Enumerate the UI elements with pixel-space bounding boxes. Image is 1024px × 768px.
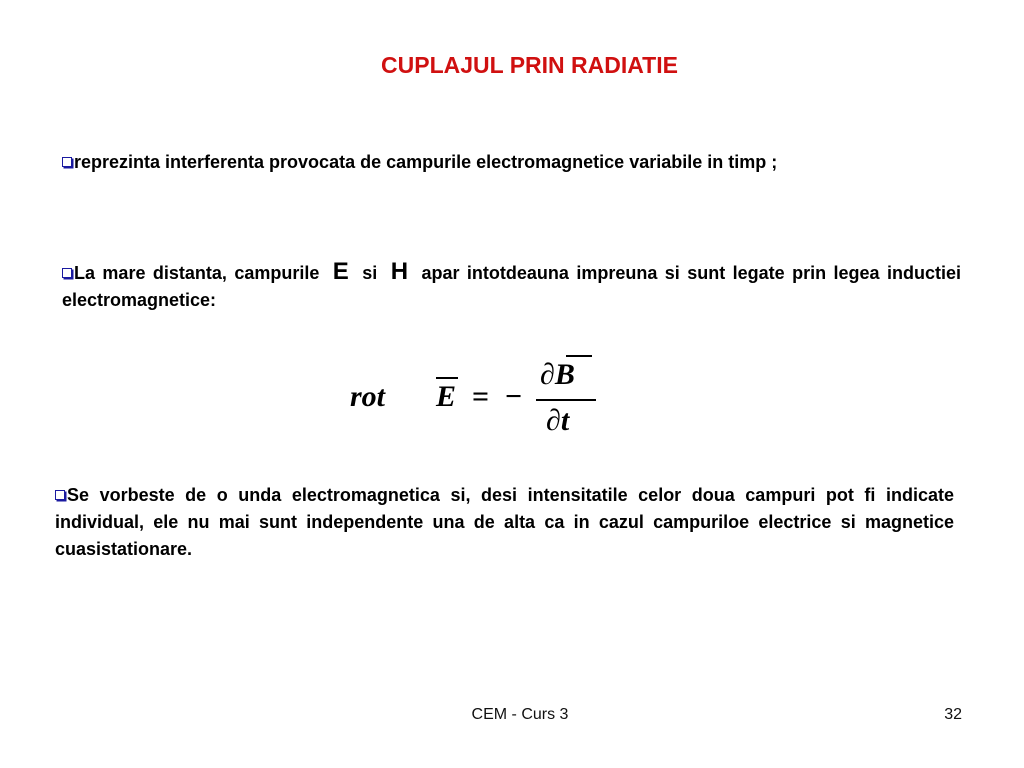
- bullet-fields: [62, 258, 961, 314]
- equation-equals: =: [472, 380, 490, 413]
- equation-numerator: ∂B: [540, 358, 575, 391]
- vector-bar-b: [566, 355, 592, 357]
- footer-page-number: 32: [944, 706, 962, 723]
- equation-rot: rot: [350, 380, 386, 413]
- fraction-line: [536, 399, 596, 401]
- checkbox-bullet-icon: [62, 157, 72, 167]
- equation-e: E: [436, 380, 457, 413]
- bullet-text: reprezinta interferenta provocata de campurile electromagnetice variabile in timp ;: [74, 152, 778, 172]
- bullet-interference: [62, 149, 961, 176]
- footer-course: CEM - Curs 3: [471, 706, 569, 723]
- field-h-symbol: H: [390, 258, 409, 285]
- faraday-equation: [350, 350, 610, 440]
- bullet-text-before: La mare distanta, campurile: [74, 263, 320, 283]
- bullet-text-after: apar intotdeauna impreuna si sunt legate prin legea inductiei electromagnetice:: [62, 263, 961, 310]
- field-e-symbol: E: [332, 258, 349, 285]
- bullet-wave: [55, 482, 954, 563]
- bullet-text: Se vorbeste de o unda electromagnetica si, desi intensitatile celor doua campuri pot fi indicate individual, ele nu mai sunt independente una de alta ca in cazul campuriloe electrice si magnetice cuasistationare.: [55, 485, 954, 559]
- vector-bar-e: [436, 377, 458, 379]
- bullet-text-mid: si: [362, 263, 378, 283]
- equation-minus: −: [505, 380, 523, 413]
- slide-title: CUPLAJUL PRIN RADIATIE: [381, 52, 678, 78]
- checkbox-bullet-icon: [55, 490, 65, 500]
- equation-denominator: ∂t: [546, 404, 570, 437]
- checkbox-bullet-icon: [62, 268, 72, 278]
